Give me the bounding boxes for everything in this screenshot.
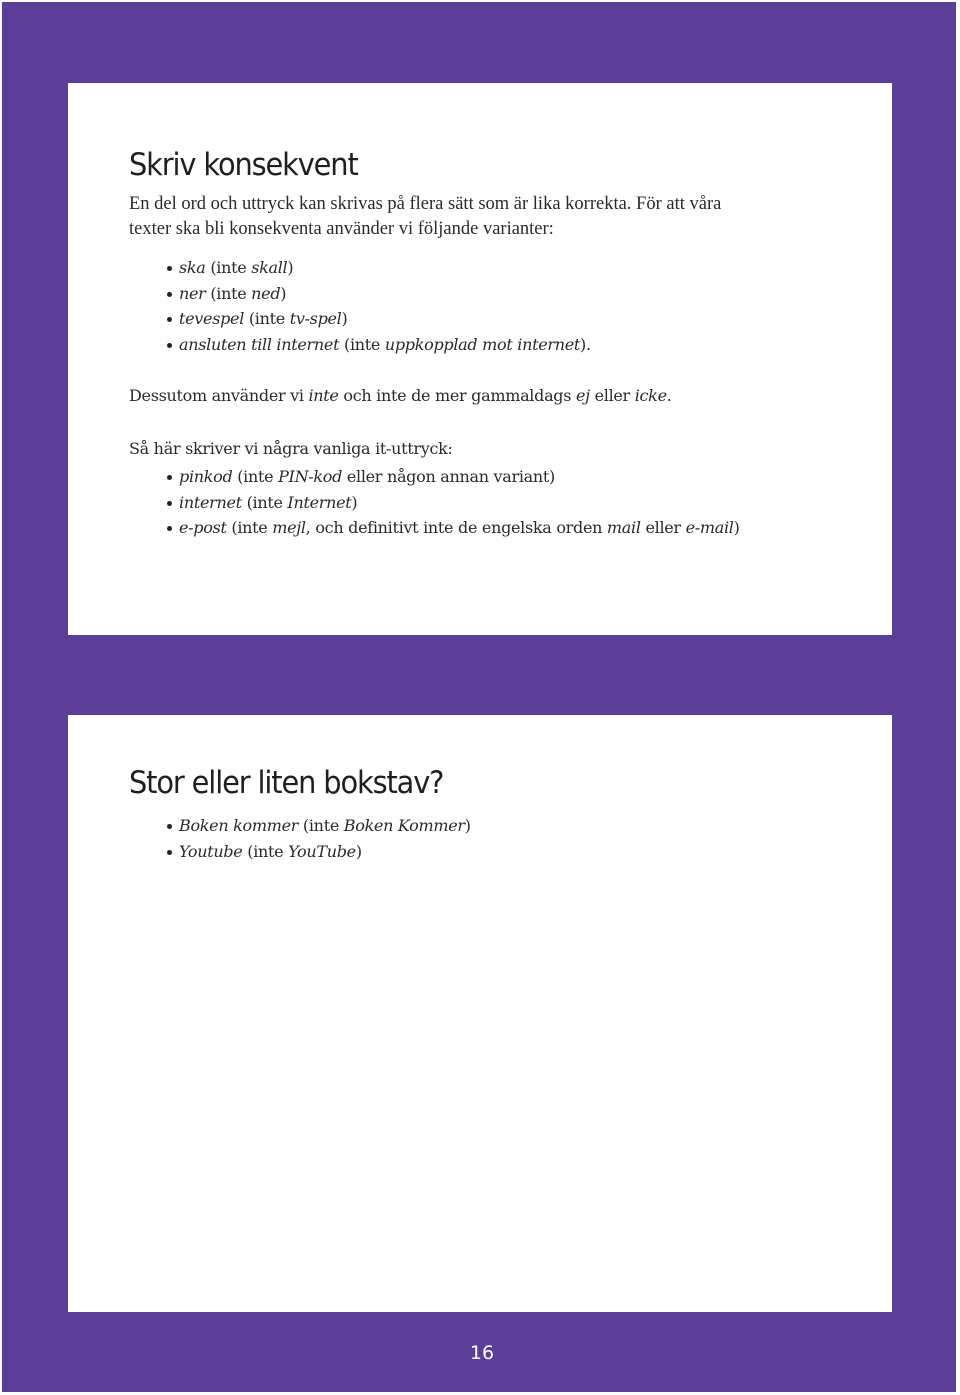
variant-list [179, 255, 591, 357]
dessutom-paragraph: Dessutom använder vi inte och inte de mer gammaldags ej eller icke. [129, 386, 672, 405]
list-item: Youtube (inte YouTube) [179, 839, 471, 865]
list-item: ansluten till internet (inte uppkopplad mot internet). [179, 332, 591, 358]
list-item: tevespel (inte tv-spel) [179, 306, 591, 332]
list-item: ska (inte skall) [179, 255, 591, 281]
intro-line: En del ord och uttryck kan skrivas på flera sätt som är lika korrekta. För att våra [129, 194, 722, 214]
page-frame [2, 2, 956, 1392]
list-item: Boken kommer (inte Boken Kommer) [179, 813, 471, 839]
consistency-panel [68, 83, 892, 635]
capitalization-panel [68, 715, 892, 1312]
list-item: e-post (inte mejl, och definitivt inte de engelska orden mail eller e-mail) [179, 515, 740, 541]
page-number: 16 [469, 1342, 495, 1364]
section-title: Skriv konsekvent [129, 147, 358, 183]
intro-line: texter ska bli konsekventa använder vi följande varianter: [129, 219, 554, 239]
it-intro: Så här skriver vi några vanliga it-uttryck: [129, 439, 453, 458]
section-title: Stor eller liten bokstav? [129, 765, 444, 801]
list-item: ner (inte ned) [179, 281, 591, 307]
it-term-list [179, 464, 740, 541]
list-item: internet (inte Internet) [179, 490, 740, 516]
capitalization-list [179, 813, 471, 864]
list-item: pinkod (inte PIN-kod eller någon annan variant) [179, 464, 740, 490]
